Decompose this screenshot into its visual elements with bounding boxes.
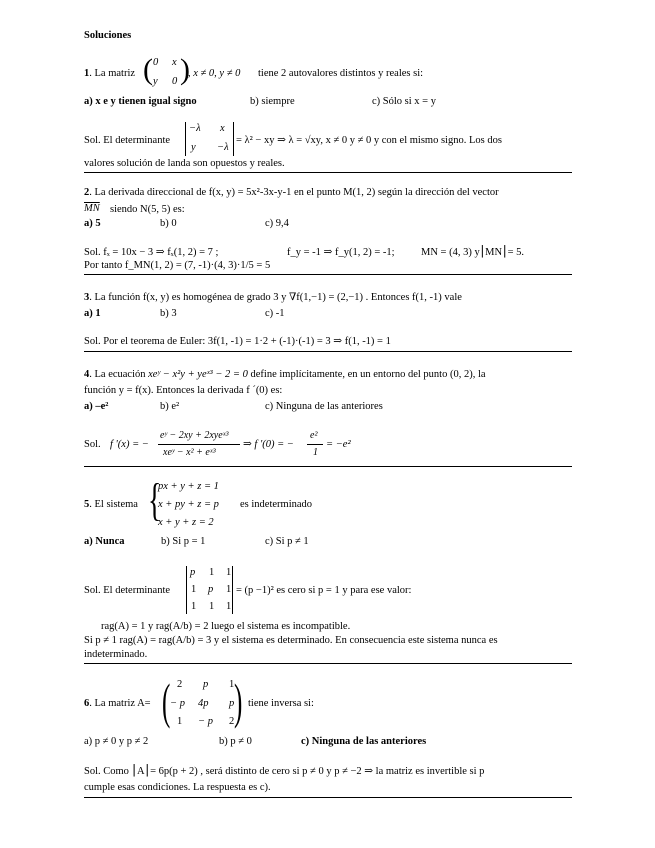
matrix-cell: x bbox=[220, 123, 225, 134]
question-text: . La matriz A= bbox=[89, 698, 151, 709]
question-text: . El sistema bbox=[89, 499, 138, 510]
question-text: define implícitamente, en un entorno del punto (0, 2), la bbox=[250, 369, 486, 380]
option-b: b) p ≠ 0 bbox=[219, 736, 252, 747]
option-c: c) Ninguna de las anteriores bbox=[265, 401, 383, 412]
option-b: b) 3 bbox=[160, 308, 177, 319]
question-number: 5 bbox=[84, 499, 90, 510]
option-c: c) 9,4 bbox=[265, 218, 289, 229]
option-b: b) Si p = 1 bbox=[161, 536, 206, 547]
matrix-cell: 1 bbox=[191, 601, 197, 612]
question-number: 2 bbox=[84, 187, 90, 198]
matrix-right-paren: ) bbox=[234, 673, 243, 729]
separator-line bbox=[84, 351, 572, 352]
option-a: a) p ≠ 0 y p ≠ 2 bbox=[84, 736, 149, 747]
solution-text: Sol. Por el teorema de Euler: 3f(1, -1) = 1·2 + (-1)·(-1) = 3 ⇒ f(1, -1) = 1 bbox=[84, 336, 391, 347]
matrix-cell: 1 bbox=[226, 601, 232, 612]
condition: , x ≠ 0, y ≠ 0 bbox=[188, 68, 241, 79]
determinant-bar bbox=[233, 122, 234, 156]
equation: xeʸ − x²y + yeˣ³ − 2 = 0 bbox=[148, 369, 248, 380]
matrix-cell: 2 bbox=[229, 716, 235, 727]
matrix-cell: −λ bbox=[217, 142, 229, 153]
matrix-cell: 0 bbox=[153, 57, 159, 68]
determinant-bar bbox=[186, 566, 187, 614]
question-6-statement bbox=[84, 699, 151, 710]
matrix-cell: 4p bbox=[198, 698, 209, 709]
matrix-cell: 1 bbox=[229, 679, 235, 690]
option-c: c) -1 bbox=[265, 308, 285, 319]
option-c: c) Ninguna de las anteriores bbox=[301, 736, 427, 747]
separator-line bbox=[84, 172, 572, 173]
option-a: a) –e² bbox=[84, 401, 109, 412]
matrix-cell: 1 bbox=[191, 584, 197, 595]
matrix-cell: y bbox=[153, 76, 158, 87]
question-2-statement bbox=[84, 188, 499, 199]
equation: x + y + z = 2 bbox=[158, 517, 214, 528]
solution-text: Sol. bbox=[84, 439, 101, 450]
matrix-cell: 0 bbox=[172, 76, 178, 87]
matrix-left-paren: ( bbox=[143, 53, 153, 86]
option-b: b) siempre bbox=[250, 96, 295, 107]
matrix-cell: p bbox=[208, 584, 214, 595]
question-text: . La función f(x, y) es homogénea de grado 3 y ∇f(1,−1) = (2,−1) . Entonces f(1, -1) vale bbox=[89, 292, 462, 303]
matrix-cell: 1 bbox=[209, 601, 215, 612]
fraction-bar bbox=[307, 444, 323, 445]
fraction-denominator: xeʸ − x² + eˣ³ bbox=[163, 447, 216, 458]
question-text: función y = f(x). Entonces la derivada f ´(0) es: bbox=[84, 385, 283, 396]
determinant-bar bbox=[232, 566, 233, 614]
separator-line bbox=[84, 466, 572, 467]
option-b: b) e² bbox=[160, 401, 180, 412]
option-a: a) x e y tienen igual signo bbox=[84, 96, 197, 107]
vector-label: $\overline{MN}$ bbox=[84, 203, 100, 214]
matrix-cell: 1 bbox=[177, 716, 183, 727]
matrix-right-paren: ) bbox=[180, 53, 190, 86]
solution-text: Si p ≠ 1 rag(A) = rag(A/b) = 3 y el sistema es determinado. En consecuencia este sistema nunca es bbox=[84, 635, 498, 646]
separator-line bbox=[84, 274, 572, 275]
determinant-bar bbox=[185, 122, 186, 156]
fraction-numerator: eʸ − 2xy + 2xyeˣ³ bbox=[160, 430, 229, 441]
matrix-cell: p bbox=[190, 567, 196, 578]
matrix-cell: p bbox=[203, 679, 209, 690]
solution-text: MN = (4, 3) y⎮MN⎮= 5. bbox=[421, 247, 524, 258]
question-text: tiene 2 autovalores distintos y reales si: bbox=[258, 68, 424, 79]
solution-text: cumple esas condiciones. La respuesta es c). bbox=[84, 782, 271, 793]
solution-text: ⇒ f '(0) = − bbox=[243, 439, 294, 450]
question-5-statement bbox=[84, 500, 138, 511]
question-number: 6 bbox=[84, 698, 90, 709]
option-b: b) 0 bbox=[160, 218, 177, 229]
solution-text: indeterminado. bbox=[84, 649, 148, 660]
equation: px + y + z = 1 bbox=[158, 481, 219, 492]
solution-text: = λ² − xy ⇒ λ = √xy, x ≠ 0 y ≠ 0 y con el mismo signo. Los dos bbox=[236, 135, 502, 146]
matrix-cell: 1 bbox=[226, 584, 232, 595]
question-number: 1 bbox=[84, 68, 90, 79]
matrix-cell: y bbox=[191, 142, 196, 153]
fraction-denominator: 1 bbox=[313, 447, 318, 458]
solution-text: valores solución de landa son opuestos y reales. bbox=[84, 158, 285, 169]
question-text: . La matriz bbox=[89, 68, 136, 79]
option-a: a) 5 bbox=[84, 218, 101, 229]
system-brace: { bbox=[148, 474, 162, 525]
matrix-cell: − p bbox=[198, 716, 213, 727]
option-a: a) 1 bbox=[84, 308, 101, 319]
question-1-statement bbox=[84, 69, 135, 80]
solution-text: rag(A) = 1 y rag(A/b) = 2 luego el sistema es incompatible. bbox=[101, 621, 351, 632]
question-number: 3 bbox=[84, 292, 90, 303]
matrix-cell: p bbox=[229, 698, 235, 709]
matrix-cell: 2 bbox=[177, 679, 183, 690]
solution-text: = −e² bbox=[326, 439, 351, 450]
option-c: c) Sólo si x = y bbox=[372, 96, 436, 107]
matrix-cell: x bbox=[172, 57, 177, 68]
solution-text: Por tanto f_MN(1, 2) = (7, -1)·(4, 3)·1/5 = 5 bbox=[84, 260, 271, 271]
fraction-bar bbox=[158, 444, 240, 445]
separator-line bbox=[84, 663, 572, 664]
question-4-statement bbox=[84, 370, 486, 381]
solution-text: Sol. Como ⎮A⎮= 6p(p + 2) , será distinto de cero si p ≠ 0 y p ≠ −2 ⇒ la matriz es invertible si p bbox=[84, 766, 485, 777]
matrix-cell: 1 bbox=[226, 567, 232, 578]
question-3-statement bbox=[84, 293, 462, 304]
option-c: c) Si p ≠ 1 bbox=[265, 536, 309, 547]
equation: x + py + z = p bbox=[158, 499, 219, 510]
solution-text: f_y = -1 ⇒ f_y(1, 2) = -1; bbox=[287, 247, 395, 258]
matrix-cell: − p bbox=[170, 698, 185, 709]
question-text: es indeterminado bbox=[240, 499, 313, 510]
solution-text: Sol. fₓ = 10x − 3 ⇒ fₓ(1, 2) = 7 ; bbox=[84, 247, 219, 258]
fraction-numerator: e² bbox=[310, 430, 318, 441]
solution-text: Sol. El determinante bbox=[84, 135, 171, 146]
option-a: a) Nunca bbox=[84, 536, 125, 547]
question-number: 4 bbox=[84, 369, 90, 380]
separator-line bbox=[84, 797, 572, 798]
solution-text: f '(x) = − bbox=[110, 439, 149, 450]
question-text: . La ecuación bbox=[89, 369, 146, 380]
solution-text: = (p −1)² es cero si p = 1 y para ese valor: bbox=[236, 585, 412, 596]
page-title: Soluciones bbox=[84, 30, 132, 41]
question-text: siendo N(5, 5) es: bbox=[110, 204, 185, 215]
matrix-cell: −λ bbox=[189, 123, 201, 134]
question-text: . La derivada direccional de f(x, y) = 5x²-3x-y-1 en el punto M(1, 2) según la dirección del vector bbox=[89, 187, 499, 198]
solution-text: Sol. El determinante bbox=[84, 585, 171, 596]
matrix-cell: 1 bbox=[209, 567, 215, 578]
question-text: tiene inversa si: bbox=[248, 698, 314, 709]
matrix-left-paren: ( bbox=[162, 673, 171, 729]
